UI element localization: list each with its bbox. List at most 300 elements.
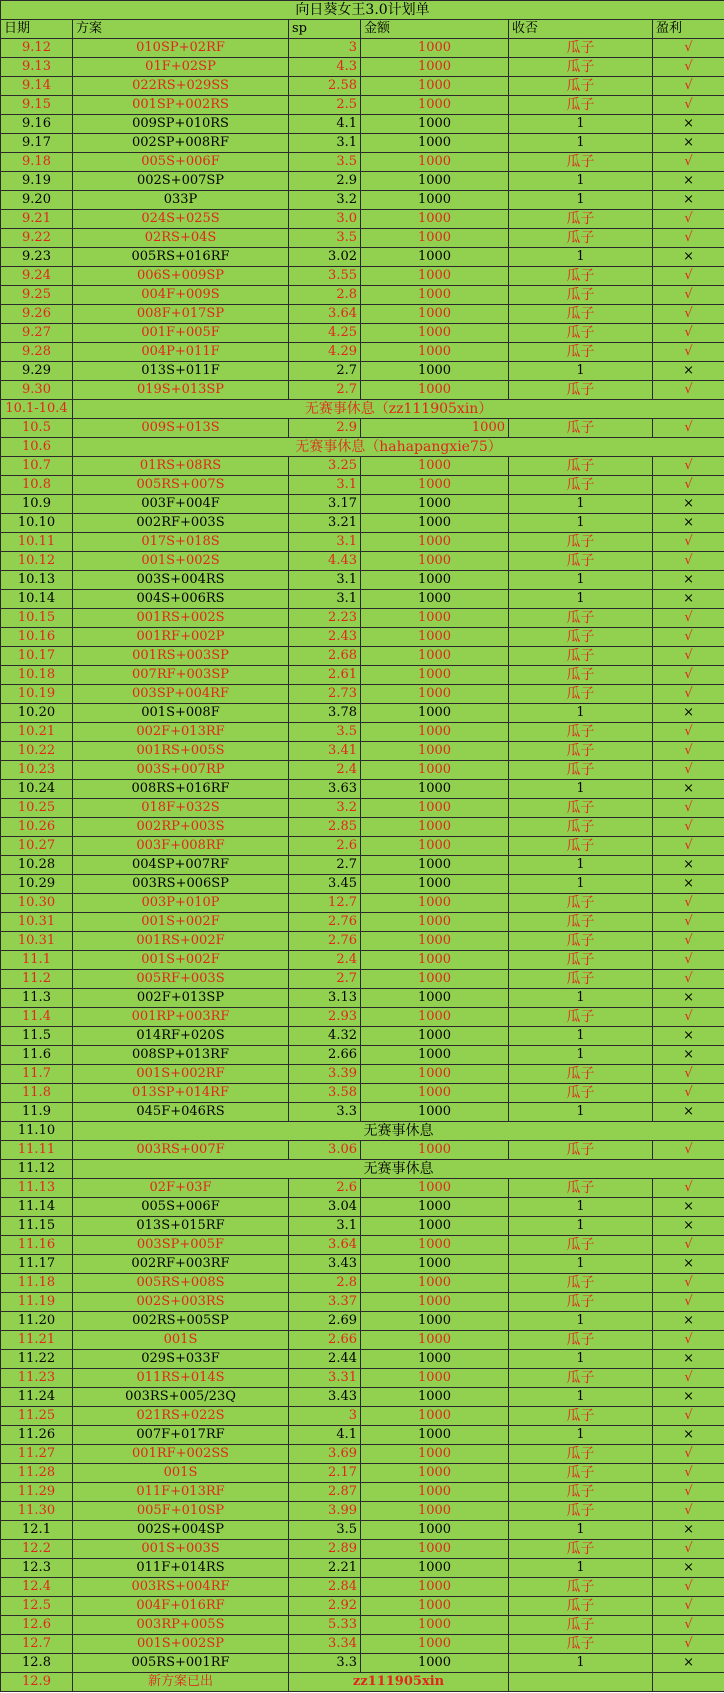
table-row (1, 1008, 724, 1027)
check-mark-icon: √ (653, 1540, 724, 1559)
row-date: 11.20 (1, 1312, 73, 1331)
row-sp: 2.61 (289, 666, 361, 685)
row-amount: 1000 (361, 761, 509, 780)
cross-mark-icon: × (653, 191, 724, 210)
row-result: 瓜子 (509, 305, 653, 324)
row-result: 瓜子 (509, 1540, 653, 1559)
row-date: 9.24 (1, 267, 73, 286)
table-row (1, 210, 724, 229)
row-sp: 3.04 (289, 1198, 361, 1217)
table-row (1, 1483, 724, 1502)
row-sp: 2.7 (289, 362, 361, 381)
row-date: 11.7 (1, 1065, 73, 1084)
row-sp: 3.3 (289, 1654, 361, 1673)
row-sp: 4.3 (289, 58, 361, 77)
row-sp: 3.2 (289, 799, 361, 818)
row-date: 10.5 (1, 419, 73, 438)
row-amount: 1000 (361, 419, 509, 438)
row-sp: 3.58 (289, 1084, 361, 1103)
row-result: 1 (509, 780, 653, 799)
row-result: 瓜子 (509, 628, 653, 647)
row-amount: 1000 (361, 951, 509, 970)
row-date: 9.14 (1, 77, 73, 96)
table-row (1, 1388, 724, 1407)
row-date: 10.29 (1, 875, 73, 894)
row-date: 11.13 (1, 1179, 73, 1198)
row-plan: 001SP+002RS (73, 96, 289, 115)
row-date: 11.22 (1, 1350, 73, 1369)
check-mark-icon: √ (653, 1369, 724, 1388)
row-sp: 5.33 (289, 1616, 361, 1635)
table-row (1, 704, 724, 723)
cross-mark-icon: × (653, 1198, 724, 1217)
row-plan: 02F+03F (73, 1179, 289, 1198)
row-plan: 005RS+008S (73, 1274, 289, 1293)
row-result: 瓜子 (509, 799, 653, 818)
row-result: 瓜子 (509, 761, 653, 780)
row-result: 瓜子 (509, 1407, 653, 1426)
row-date: 9.25 (1, 286, 73, 305)
row-amount: 1000 (361, 1654, 509, 1673)
row-result: 1 (509, 1312, 653, 1331)
row-result: 1 (509, 248, 653, 267)
check-mark-icon: √ (653, 932, 724, 951)
row-date: 11.11 (1, 1141, 73, 1160)
table-row (1, 666, 724, 685)
table-row (1, 1654, 724, 1673)
row-plan: 002F+013RF (73, 723, 289, 742)
row-result: 瓜子 (509, 1635, 653, 1654)
table-row (1, 590, 724, 609)
header-sp: sp (289, 20, 361, 39)
table-row (1, 381, 724, 400)
row-result: 瓜子 (509, 723, 653, 742)
table-row (1, 628, 724, 647)
row-plan: 005RS+007S (73, 476, 289, 495)
row-sp: 2.92 (289, 1597, 361, 1616)
table-row (1, 343, 724, 362)
check-mark-icon: √ (653, 1616, 724, 1635)
row-plan: 029S+033F (73, 1350, 289, 1369)
row-amount: 1000 (361, 495, 509, 514)
row-plan: 001S+002RF (73, 1065, 289, 1084)
row-sp: 3.06 (289, 1141, 361, 1160)
table-row (1, 362, 724, 381)
row-plan: 003RS+007F (73, 1141, 289, 1160)
row-amount: 1000 (361, 1635, 509, 1654)
row-amount: 1000 (361, 1179, 509, 1198)
table-row (1, 1217, 724, 1236)
table-row (1, 1350, 724, 1369)
row-plan: 019S+013SP (73, 381, 289, 400)
row-result: 1 (509, 191, 653, 210)
row-date: 9.20 (1, 191, 73, 210)
row-date: 10.1-10.4 (1, 400, 73, 419)
row-sp: 2.87 (289, 1483, 361, 1502)
row-date: 10.13 (1, 571, 73, 590)
row-result: 瓜子 (509, 1141, 653, 1160)
table-row (1, 552, 724, 571)
row-plan: 003F+008RF (73, 837, 289, 856)
row-plan: 005S+006F (73, 153, 289, 172)
cross-mark-icon: × (653, 495, 724, 514)
row-amount: 1000 (361, 1350, 509, 1369)
check-mark-icon: √ (653, 533, 724, 552)
row-amount: 1000 (361, 1274, 509, 1293)
row-sp: 2.89 (289, 1540, 361, 1559)
table-row (1, 514, 724, 533)
row-sp: 12.7 (289, 894, 361, 913)
row-plan: 004F+009S (73, 286, 289, 305)
cross-mark-icon: × (653, 989, 724, 1008)
check-mark-icon: √ (653, 381, 724, 400)
row-amount: 1000 (361, 1312, 509, 1331)
cross-mark-icon: × (653, 115, 724, 134)
row-result: 瓜子 (509, 1464, 653, 1483)
row-date: 10.15 (1, 609, 73, 628)
row-date: 10.9 (1, 495, 73, 514)
header-result: 收否 (509, 20, 653, 39)
rest-note: 无赛事休息 (73, 1122, 724, 1141)
table-row (1, 495, 724, 514)
row-date: 10.8 (1, 476, 73, 495)
header-amount: 金额 (361, 20, 509, 39)
row-result: 瓜子 (509, 1179, 653, 1198)
check-mark-icon: √ (653, 1141, 724, 1160)
row-date: 12.5 (1, 1597, 73, 1616)
row-plan: 011F+014RS (73, 1559, 289, 1578)
row-sp: 2.76 (289, 932, 361, 951)
row-amount: 1000 (361, 1331, 509, 1350)
row-date: 10.12 (1, 552, 73, 571)
row-amount: 1000 (361, 1236, 509, 1255)
table-row (1, 96, 724, 115)
row-date: 12.2 (1, 1540, 73, 1559)
row-date: 10.30 (1, 894, 73, 913)
row-result: 1 (509, 362, 653, 381)
check-mark-icon: √ (653, 628, 724, 647)
table-row (1, 1540, 724, 1559)
row-result: 1 (509, 704, 653, 723)
row-sp: 2.44 (289, 1350, 361, 1369)
row-result: 瓜子 (509, 1578, 653, 1597)
table-row (1, 970, 724, 989)
row-sp: 2.9 (289, 172, 361, 191)
row-result: 瓜子 (509, 210, 653, 229)
row-date: 11.28 (1, 1464, 73, 1483)
row-plan: 001RF+002P (73, 628, 289, 647)
check-mark-icon: √ (653, 799, 724, 818)
row-sp: 3.17 (289, 495, 361, 514)
row-date: 11.30 (1, 1502, 73, 1521)
row-plan: 001RS+003SP (73, 647, 289, 666)
row-date: 10.21 (1, 723, 73, 742)
row-date: 11.26 (1, 1426, 73, 1445)
row-date: 10.28 (1, 856, 73, 875)
check-mark-icon: √ (653, 951, 724, 970)
table-row (1, 1331, 724, 1350)
row-amount: 1000 (361, 191, 509, 210)
rest-row (1, 400, 724, 419)
row-result: 瓜子 (509, 533, 653, 552)
row-sp: 4.1 (289, 115, 361, 134)
row-amount: 1000 (361, 1008, 509, 1027)
row-result: 瓜子 (509, 1293, 653, 1312)
row-plan: 001RS+002F (73, 932, 289, 951)
row-sp: 2.8 (289, 286, 361, 305)
new-plan-row (1, 1673, 724, 1692)
row-date: 12.1 (1, 1521, 73, 1540)
row-amount: 1000 (361, 248, 509, 267)
check-mark-icon: √ (653, 1236, 724, 1255)
new-plan-label: 新方案已出 (73, 1673, 289, 1692)
check-mark-icon: √ (653, 153, 724, 172)
check-mark-icon: √ (653, 229, 724, 248)
row-result: 瓜子 (509, 457, 653, 476)
row-result: 1 (509, 1388, 653, 1407)
row-sp: 3 (289, 1407, 361, 1426)
row-plan: 022RS+029SS (73, 77, 289, 96)
check-mark-icon: √ (653, 1331, 724, 1350)
row-plan: 002S+004SP (73, 1521, 289, 1540)
row-sp: 2.68 (289, 647, 361, 666)
row-date: 11.10 (1, 1122, 73, 1141)
rest-note: 无赛事休息（hahapangxie75） (73, 438, 724, 457)
row-plan: 024S+025S (73, 210, 289, 229)
row-date: 11.16 (1, 1236, 73, 1255)
row-sp: 3.39 (289, 1065, 361, 1084)
table-row (1, 761, 724, 780)
table-row (1, 1464, 724, 1483)
row-amount: 1000 (361, 913, 509, 932)
row-date: 9.18 (1, 153, 73, 172)
check-mark-icon: √ (653, 77, 724, 96)
row-plan: 003S+004RS (73, 571, 289, 590)
table-row (1, 267, 724, 286)
row-date: 11.5 (1, 1027, 73, 1046)
check-mark-icon: √ (653, 837, 724, 856)
row-result: 瓜子 (509, 1084, 653, 1103)
row-sp: 3.02 (289, 248, 361, 267)
row-plan: 013SP+014RF (73, 1084, 289, 1103)
row-result: 1 (509, 875, 653, 894)
rest-row (1, 438, 724, 457)
row-amount: 1000 (361, 1578, 509, 1597)
row-sp: 2.7 (289, 970, 361, 989)
table-row (1, 153, 724, 172)
row-result: 瓜子 (509, 1274, 653, 1293)
table-row (1, 1445, 724, 1464)
row-result: 瓜子 (509, 476, 653, 495)
row-sp: 3.5 (289, 723, 361, 742)
row-sp: 2.4 (289, 761, 361, 780)
check-mark-icon: √ (653, 609, 724, 628)
row-amount: 1000 (361, 1027, 509, 1046)
table-row (1, 1426, 724, 1445)
table-row (1, 58, 724, 77)
table-row (1, 1255, 724, 1274)
row-date: 10.16 (1, 628, 73, 647)
row-sp: 3.5 (289, 153, 361, 172)
row-sp: 4.43 (289, 552, 361, 571)
row-amount: 1000 (361, 704, 509, 723)
table-row (1, 1502, 724, 1521)
cross-mark-icon: × (653, 1103, 724, 1122)
check-mark-icon: √ (653, 343, 724, 362)
row-plan: 017S+018S (73, 533, 289, 552)
rest-row (1, 1160, 724, 1179)
row-result: 瓜子 (509, 381, 653, 400)
row-amount: 1000 (361, 1502, 509, 1521)
table-row (1, 742, 724, 761)
row-date: 12.4 (1, 1578, 73, 1597)
table-row (1, 457, 724, 476)
row-result: 瓜子 (509, 894, 653, 913)
row-amount: 1000 (361, 1084, 509, 1103)
row-sp: 3.64 (289, 1236, 361, 1255)
table-row (1, 1521, 724, 1540)
row-plan: 003P+010P (73, 894, 289, 913)
row-sp: 2.93 (289, 1008, 361, 1027)
check-mark-icon: √ (653, 210, 724, 229)
cross-mark-icon: × (653, 362, 724, 381)
cross-mark-icon: × (653, 1255, 724, 1274)
rest-note: 无赛事休息（zz111905xin） (73, 400, 724, 419)
row-amount: 1000 (361, 514, 509, 533)
row-result: 瓜子 (509, 267, 653, 286)
row-date: 10.18 (1, 666, 73, 685)
row-result: 1 (509, 172, 653, 191)
table-row (1, 134, 724, 153)
row-plan: 018F+032S (73, 799, 289, 818)
row-amount: 1000 (361, 533, 509, 552)
row-plan: 005S+006F (73, 1198, 289, 1217)
row-plan: 013S+015RF (73, 1217, 289, 1236)
row-result: 1 (509, 134, 653, 153)
check-mark-icon: √ (653, 305, 724, 324)
row-plan: 004S+006RS (73, 590, 289, 609)
row-amount: 1000 (361, 609, 509, 628)
row-result: 瓜子 (509, 609, 653, 628)
row-amount: 1000 (361, 989, 509, 1008)
contact-note: zz111905xin (289, 1673, 509, 1692)
row-amount: 1000 (361, 1217, 509, 1236)
table-row (1, 229, 724, 248)
row-amount: 1000 (361, 1426, 509, 1445)
row-date: 10.22 (1, 742, 73, 761)
row-amount: 1000 (361, 894, 509, 913)
row-amount: 1000 (361, 1483, 509, 1502)
row-amount: 1000 (361, 837, 509, 856)
row-plan: 006S+009SP (73, 267, 289, 286)
check-mark-icon: √ (653, 685, 724, 704)
row-amount: 1000 (361, 362, 509, 381)
row-amount: 1000 (361, 628, 509, 647)
check-mark-icon: √ (653, 476, 724, 495)
row-result: 瓜子 (509, 58, 653, 77)
cross-mark-icon: × (653, 704, 724, 723)
row-date: 9.23 (1, 248, 73, 267)
row-result: 瓜子 (509, 1008, 653, 1027)
row-plan: 003RP+005S (73, 1616, 289, 1635)
check-mark-icon: √ (653, 1597, 724, 1616)
row-sp: 2.6 (289, 837, 361, 856)
table-row (1, 77, 724, 96)
row-date: 11.15 (1, 1217, 73, 1236)
row-plan: 003RS+005/23Q (73, 1388, 289, 1407)
row-amount: 1000 (361, 780, 509, 799)
table-row (1, 1578, 724, 1597)
table-row (1, 324, 724, 343)
row-result: 瓜子 (509, 1483, 653, 1502)
row-sp: 3.5 (289, 229, 361, 248)
cross-mark-icon: × (653, 1654, 724, 1673)
cross-mark-icon: × (653, 1217, 724, 1236)
row-sp: 3.55 (289, 267, 361, 286)
check-mark-icon: √ (653, 1635, 724, 1654)
row-plan: 001S+002S (73, 552, 289, 571)
row-amount: 1000 (361, 647, 509, 666)
row-plan: 004F+016RF (73, 1597, 289, 1616)
table-row (1, 1065, 724, 1084)
row-sp: 3.69 (289, 1445, 361, 1464)
row-amount: 1000 (361, 723, 509, 742)
row-date: 11.8 (1, 1084, 73, 1103)
row-date: 9.19 (1, 172, 73, 191)
cross-mark-icon: × (653, 1350, 724, 1369)
table-row (1, 818, 724, 837)
row-plan: 003RS+006SP (73, 875, 289, 894)
row-result: 瓜子 (509, 1502, 653, 1521)
row-result: 1 (509, 1654, 653, 1673)
row-result: 瓜子 (509, 153, 653, 172)
row-date: 9.26 (1, 305, 73, 324)
row-amount: 1000 (361, 172, 509, 191)
row-amount: 1000 (361, 134, 509, 153)
row-sp: 3.63 (289, 780, 361, 799)
row-result: 瓜子 (509, 1616, 653, 1635)
row-result: 瓜子 (509, 419, 653, 438)
check-mark-icon: √ (653, 96, 724, 115)
row-date: 9.21 (1, 210, 73, 229)
row-sp: 2.6 (289, 1179, 361, 1198)
row-result: 瓜子 (509, 685, 653, 704)
check-mark-icon: √ (653, 1084, 724, 1103)
row-amount: 1000 (361, 666, 509, 685)
check-mark-icon: √ (653, 1274, 724, 1293)
row-result: 瓜子 (509, 647, 653, 666)
row-result: 1 (509, 1521, 653, 1540)
row-date: 10.7 (1, 457, 73, 476)
row-date: 9.15 (1, 96, 73, 115)
row-amount: 1000 (361, 324, 509, 343)
row-amount: 1000 (361, 343, 509, 362)
row-plan: 010SP+02RF (73, 39, 289, 58)
row-date: 9.27 (1, 324, 73, 343)
row-sp: 3.37 (289, 1293, 361, 1312)
row-date: 9.16 (1, 115, 73, 134)
check-mark-icon: √ (653, 742, 724, 761)
row-result: 1 (509, 856, 653, 875)
row-sp: 2.21 (289, 1559, 361, 1578)
row-plan: 013S+011F (73, 362, 289, 381)
table-row (1, 951, 724, 970)
row-amount: 1000 (361, 58, 509, 77)
check-mark-icon: √ (653, 894, 724, 913)
row-amount: 1000 (361, 875, 509, 894)
row-amount: 1000 (361, 457, 509, 476)
row-result: 1 (509, 514, 653, 533)
